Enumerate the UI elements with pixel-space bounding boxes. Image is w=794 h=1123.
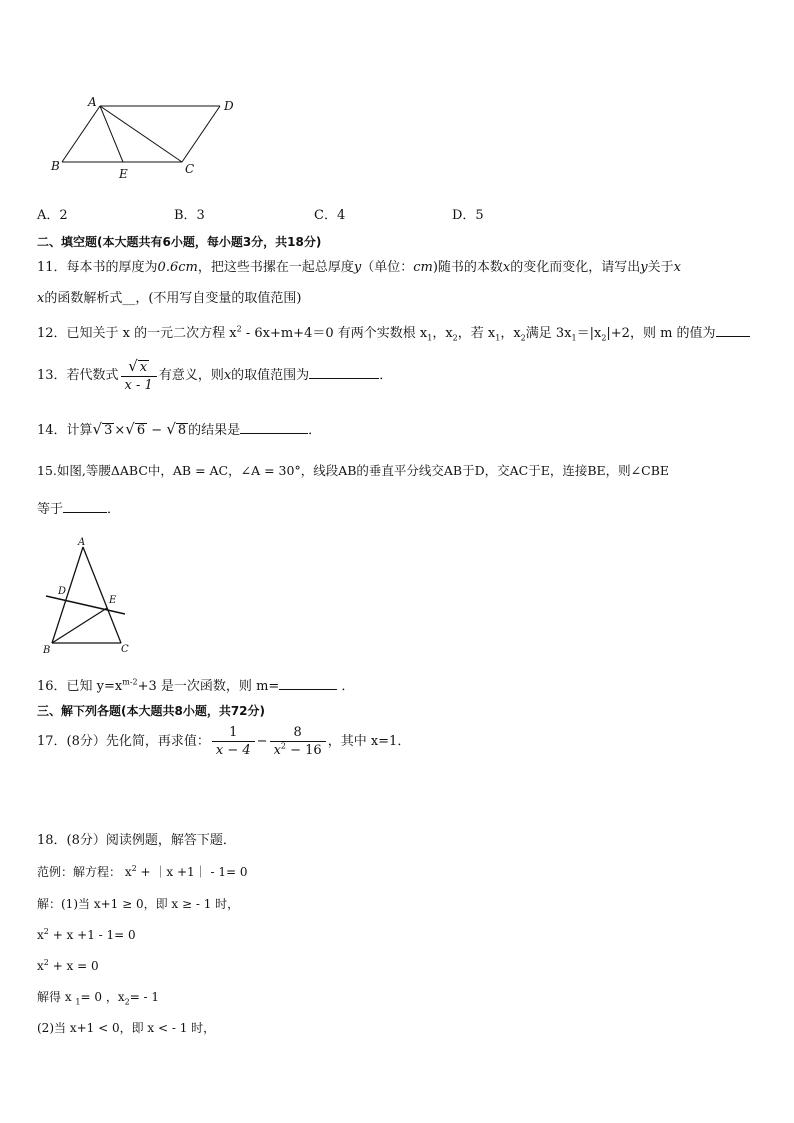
q15-line2 [37,499,120,519]
q18-text: = 0 ，x [80,990,125,1004]
q14-radicand: 6 [136,423,146,438]
q18-result [37,988,159,1006]
q12-text: ，若 x [457,326,496,341]
q15-line1: 15.如图,等腰ΔABC中，AB = AC，∠A = 30°，线段AB的垂直平分线交AB于D，交AC于E，连接BE，则∠CBE [37,463,670,478]
q17-text: ，其中 x=1． [327,734,411,749]
q13-text: ． [379,368,393,383]
q14-text: 的结果是 [188,423,241,438]
q11-thickness: 0.6cm [157,260,198,275]
q18-text: x [37,928,44,942]
q18-equation-1 [37,926,136,944]
q12-text: 12．已知关于 x 的一元二次方程 x [37,326,237,341]
choice-b[interactable]: B．3 [174,208,205,223]
q11-var-y: y [353,260,362,275]
q13-text: 有意义，则 [158,368,224,383]
q17-denominator: x − 4 [212,741,255,759]
q12-text: ＝|x [576,326,602,341]
q18-sub: 2 [124,997,130,1007]
label-a: A [88,95,97,109]
q14-radicand: 8 [177,423,187,438]
q13-radicand: x [139,359,148,375]
q17-denominator: − 16 [286,743,322,758]
label-d: D [224,99,234,113]
q15-text: ． [107,502,121,517]
q11-text: 关于 [647,260,674,275]
q11-text: 11．每本书的厚度为 [37,260,158,275]
choice-d[interactable]: D．5 [452,208,484,223]
q11-text: 的变化而变化，请写出 [510,260,641,275]
parallelogram-figure [48,92,248,184]
q12-text: |+2，则 m 的值为 [606,326,716,341]
q18-sub: 1 [75,997,81,1007]
q18-text: 范例：解方程： x [37,865,132,879]
q12-text: ，x [432,326,453,341]
q12-answer-blank[interactable] [716,323,750,337]
q12-sub: 1 [495,333,501,343]
q18-sup: 2 [43,958,49,967]
q18-text: x [37,959,44,973]
q12-sub: 1 [427,333,433,343]
q16-text: +3 是一次函数，则 m= [137,679,280,694]
sqrt-symbol: √ [128,356,138,375]
sqrt-symbol: √ [92,420,103,438]
label-b: B [51,159,60,173]
q17-text: 17．(8分）先化简，再求值： [37,734,210,749]
q15-text: 等于 [37,502,64,517]
q18-text: + ｜x +1｜ - 1= 0 [136,865,248,879]
q11-var-y: y [640,260,648,275]
q14-radicand: 3 [104,423,113,438]
q12-text: - 6x+m+4＝0 有两个实数根 x [241,326,428,341]
q11-var-x: x [673,260,681,275]
q11-text: )随书的本数 [432,260,503,275]
q16-sup: m-2 [122,677,138,687]
q10-choices [37,207,557,225]
segment-ab [52,547,83,643]
q18-text: = - 1 [129,990,160,1004]
q11-line1 [37,259,681,277]
q13-fraction [121,358,157,394]
triangle-figure [38,535,138,660]
sqrt-symbol: √ [166,420,176,438]
q16-text: 16．已知 y=x [37,679,123,694]
q18-intro: 18．(8分）阅读例题，解答下题． [37,833,236,848]
q11-unit: cm [413,260,433,275]
q11-line2 [37,290,302,308]
segment-be [52,608,107,643]
segment-dc [182,106,220,162]
q17-denominator: x [273,743,281,758]
q18-text: 解得 x [37,990,76,1004]
q18-text: + x +1 - 1= 0 [48,928,136,942]
section-2-heading: 二、填空题(本大题共有6小题，每小题3分，共18分) [37,235,322,249]
q18-solution-case1: 解：(1)当 x+1 ≥ 0，即 x ≥ - 1 时， [37,897,240,911]
q11-var-x: x [37,291,45,306]
q18-sup: 2 [43,927,49,936]
q13-answer-blank[interactable] [309,365,379,379]
q13-text: 的取值范围为 [231,368,310,383]
q13-text: 13．若代数式 [37,368,119,383]
q17-sup: 2 [280,741,286,751]
q17-numerator: 8 [293,725,302,740]
q17 [37,722,410,762]
choice-a[interactable]: A．2 [37,208,68,223]
label-e: E [109,595,117,606]
q12-sub: 2 [520,333,526,343]
q17-fraction-1 [212,724,255,759]
section-3-heading: 三、解下列各题(本大题共8小题，共72分) [37,704,266,718]
q14-operator: × [114,423,126,438]
q18-solution-case2: (2)当 x+1 < 0，即 x < - 1 时， [37,1021,216,1035]
q12-sub: 2 [452,333,458,343]
label-c: C [121,644,129,655]
q12 [37,323,750,343]
q11-text: ，把这些书摞在一起总厚度 [197,260,354,275]
q17-numerator: 1 [229,725,238,740]
segment-ac [100,106,182,162]
q18-text: + x = 0 [48,959,99,973]
q12-sub: 1 [571,333,577,343]
q13 [37,357,392,395]
q14-text: ． [308,423,322,438]
q17-fraction-2 [270,724,326,759]
label-b: B [43,645,51,656]
choice-c[interactable]: C．4 [314,208,346,223]
q11-text: （单位： [361,260,414,275]
q16 [37,676,354,696]
q14-text: 14．计算 [37,423,93,438]
q13-denominator: x - 1 [121,376,157,394]
q17-operator: − [256,734,268,749]
q16-answer-blank[interactable] [279,676,337,690]
label-a: A [78,537,86,548]
q14-operator: − [147,423,167,438]
q12-text: ，x [500,326,521,341]
segment-ab [62,106,100,162]
q12-sup: 2 [236,324,242,334]
q15-answer-blank[interactable] [63,499,107,513]
sqrt-symbol: √ [125,420,135,438]
q16-text: ． [337,679,355,694]
q18-example [37,863,247,881]
q13-var: x [223,368,232,383]
q18-sup: 2 [131,864,137,873]
q11-text: 的函数解析式__，(不用写自变量的取值范围) [44,291,302,306]
label-e: E [119,167,128,181]
q14 [37,420,321,440]
q18-equation-2 [37,957,99,975]
label-c: C [185,162,195,176]
label-d: D [58,586,67,597]
q12-text: 满足 3x [525,326,572,341]
q11-var-x: x [502,260,511,275]
q12-sub: 2 [601,333,607,343]
q14-answer-blank[interactable] [240,420,308,434]
